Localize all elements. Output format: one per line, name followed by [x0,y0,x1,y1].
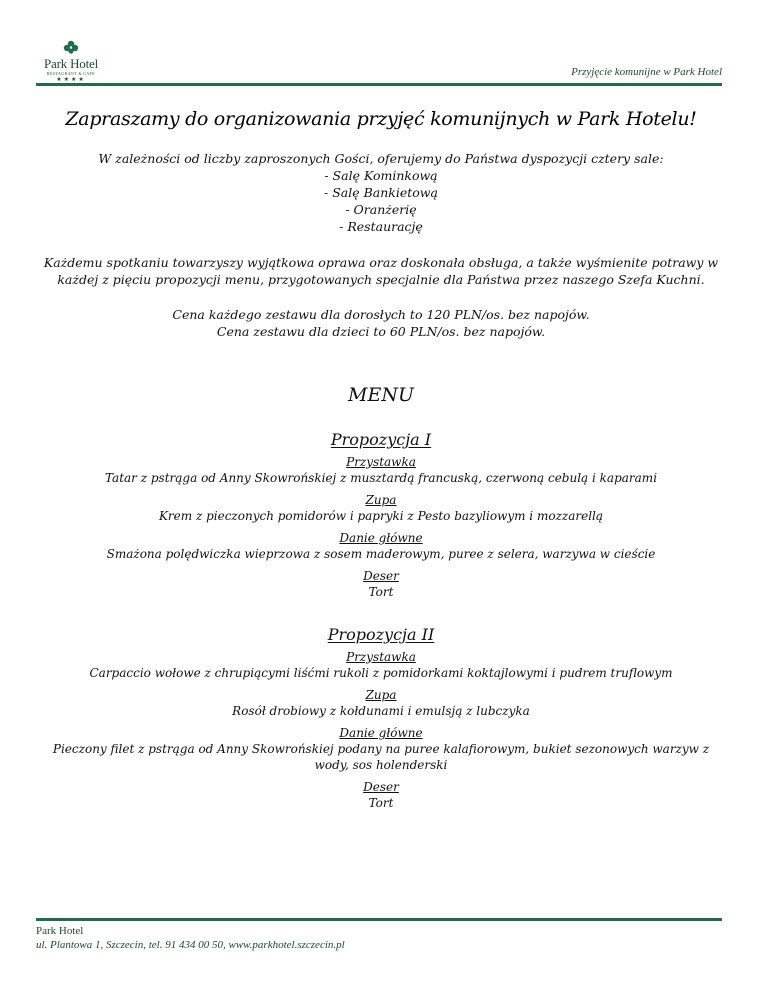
logo-stars: ★★★★ [56,76,86,83]
course-description: Carpaccio wołowe z chrupiącymi liśćmi rukoli z pomidorkami koktajlowymi i pudrem truflowym [89,666,673,680]
course [40,531,722,562]
prices-paragraph [40,306,722,340]
proposition-title: Propozycja II [327,625,435,644]
proposition-2 [40,625,722,811]
document-body [40,108,722,818]
logo-name: Park Hotel [44,56,98,71]
course-label: Zupa [365,688,397,702]
footer-address: ul. Plantowa 1, Szczecin, tel. 91 434 00 50, www.parkhotel.szczecin.pl [36,939,345,951]
footer [36,924,345,952]
course-description: Smażona polędwiczka wieprzowa z sosem maderowym, puree z selera, warzywa w cieście [106,547,656,561]
course-description: Pieczony filet z pstrąga od Anny Skowrońskiej podany na puree kalafiorowym, bukiet sezonowych warzyw z wody, sos holenderski [52,742,710,772]
clover-icon [63,40,79,56]
footer-divider [36,918,722,921]
course [40,569,722,600]
course-description: Tort [368,585,394,599]
course [40,688,722,719]
course-description: Rosół drobiowy z kołdunami i emulsją z lubczyka [232,704,530,718]
proposition-title: Propozycja I [330,430,432,449]
course-description: Tatar z pstrąga od Anny Skowrońskiej z musztardą francuską, czerwoną cebulą i kaparami [104,471,658,485]
intro-paragraph [40,150,722,235]
course [40,650,722,681]
page-title: Zapraszamy do organizowania przyjęć komunijnych w Park Hotelu! [65,108,697,130]
hall-item: - Salę Kominkową [324,168,438,183]
course-label: Danie główne [339,726,423,740]
price-child: Cena zestawu dla dzieci to 60 PLN/os. bez napojów. [216,324,546,339]
course [40,726,722,773]
footer-hotel-name: Park Hotel [36,925,84,937]
course-label: Deser [363,780,399,794]
logo-subtitle: RESTAURANT & CAFE [46,71,96,76]
proposition-1 [40,430,722,600]
park-hotel-logo [40,40,102,84]
price-adult: Cena każdego zestawu dla dorosłych to 120 PLN/os. bez napojów. [172,307,590,322]
header-divider [36,83,722,86]
course-label: Zupa [365,493,397,507]
description-paragraph: Każdemu spotkaniu towarzyszy wyjątkowa oprawa oraz doskonała obsługa, a także wyśmienite potrawy w każdej z pięciu propozycji menu, przygotowanych specjalnie dla Państwa przez naszego Szefa Kuchni. [43,255,719,287]
course [40,455,722,486]
course [40,493,722,524]
hall-item: - Oranżerię [345,202,417,217]
intro-line: W zależności od liczby zaproszonych Gości, oferujemy do Państwa dyspozycji cztery sale: [98,151,664,166]
course-label: Przystawka [346,650,416,664]
course-label: Danie główne [339,531,423,545]
course-label: Deser [363,569,399,583]
header-caption: Przyjęcie komunijne w Park Hotel [571,66,722,78]
course-description: Krem z pieczonych pomidorów i papryki z Pesto bazyliowym i mozzarellą [158,509,604,523]
hall-item: - Salę Bankietową [324,185,438,200]
course-description: Tort [368,796,394,810]
course [40,780,722,811]
menu-heading: MENU [348,384,414,406]
hall-item: - Restaurację [339,219,423,234]
course-label: Przystawka [346,455,416,469]
